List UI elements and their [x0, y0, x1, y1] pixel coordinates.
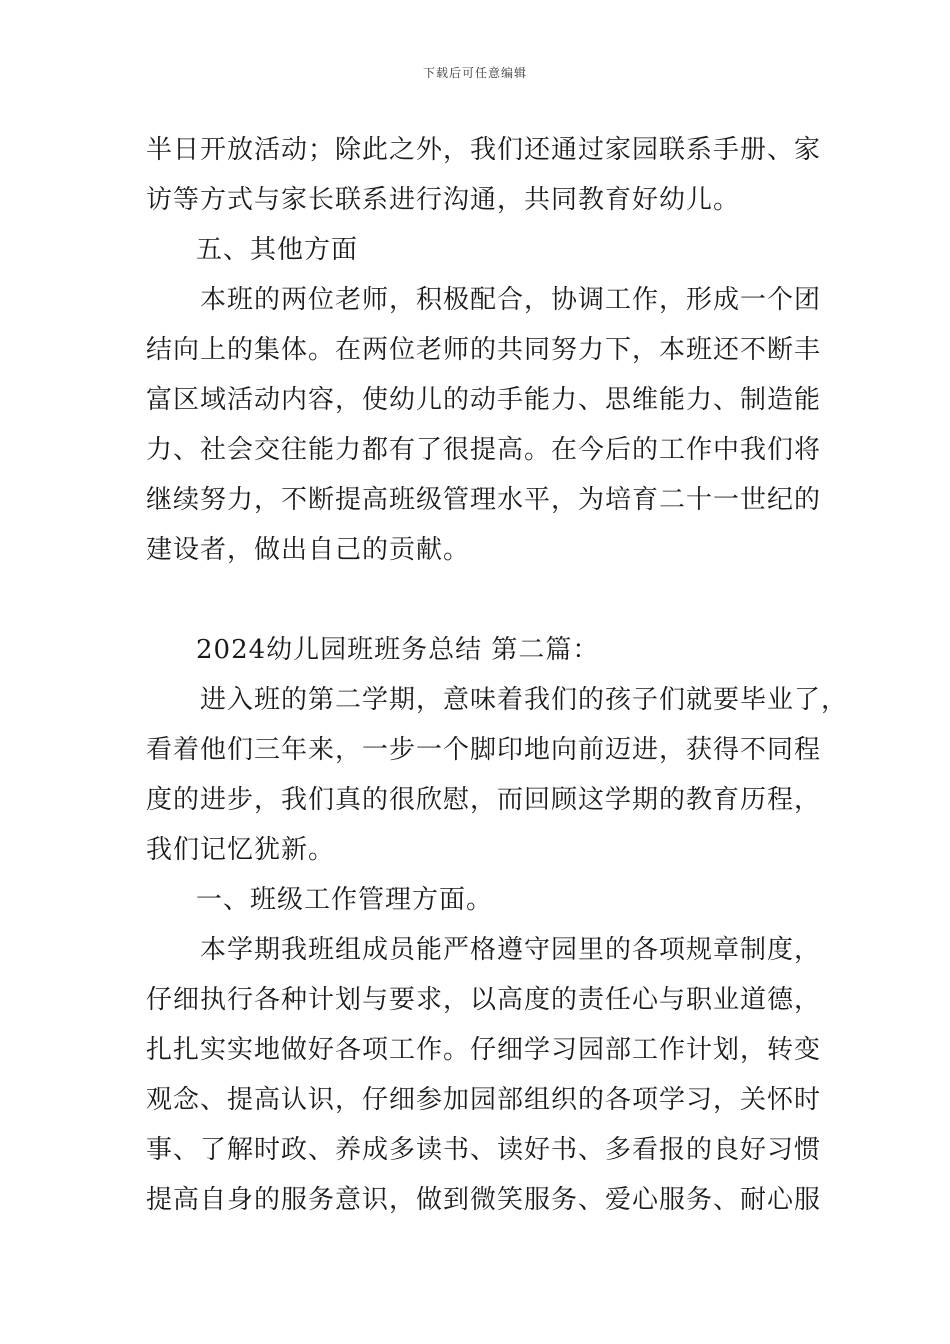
text-line: 仔细执行各种计划与要求，以高度的责任心与职业道德，: [146, 985, 822, 1015]
text-line: 事、了解时政、养成多读书、读好书、多看报的良好习惯: [146, 1135, 822, 1165]
text-line: 继续努力，不断提高班级管理水平，为培育二十一世纪的: [146, 485, 822, 515]
text-line: 本班的两位老师，积极配合，协调工作，形成一个团: [200, 285, 822, 315]
text-line: 扎扎实实地做好各项工作。仔细学习园部工作计划，转变: [146, 1035, 822, 1065]
section-heading: 一、班级工作管理方面。: [196, 885, 494, 915]
text-line: 建设者，做出自己的贡献。: [146, 535, 471, 565]
text-line: 看着他们三年来，一步一个脚印地向前迈进，获得不同程: [146, 735, 822, 765]
text-line: 观念、提高认识，仔细参加园部组织的各项学习，关怀时: [146, 1085, 822, 1115]
text-line: 进入班的第二学期，意味着我们的孩子们就要毕业了，: [200, 685, 849, 715]
download-note: 下载后可任意编辑: [422, 66, 527, 80]
text-line: 度的进步，我们真的很欣慰，而回顾这学期的教育历程，: [146, 785, 822, 815]
text-line: 半日开放活动；除此之外，我们还通过家园联系手册、家: [146, 135, 822, 165]
text-line: 访等方式与家长联系进行沟通，共同教育好幼儿。: [146, 185, 741, 215]
text-line: 本学期我班组成员能严格遵守园里的各项规章制度，: [200, 935, 822, 965]
text-line: 力、社会交往能力都有了很提高。在今后的工作中我们将: [146, 435, 822, 465]
text-line: 提高自身的服务意识，做到微笑服务、爱心服务、耐心服: [146, 1185, 822, 1215]
section-heading: 五、其他方面: [196, 235, 359, 265]
text-line: 我们记忆犹新。: [146, 835, 336, 865]
text-line: 富区域活动内容，使幼儿的动手能力、思维能力、制造能: [146, 385, 822, 415]
article-title: 2024幼儿园班班务总结 第二篇：: [196, 635, 600, 665]
text-line: 结向上的集体。在两位老师的共同努力下，本班还不断丰: [146, 335, 822, 365]
